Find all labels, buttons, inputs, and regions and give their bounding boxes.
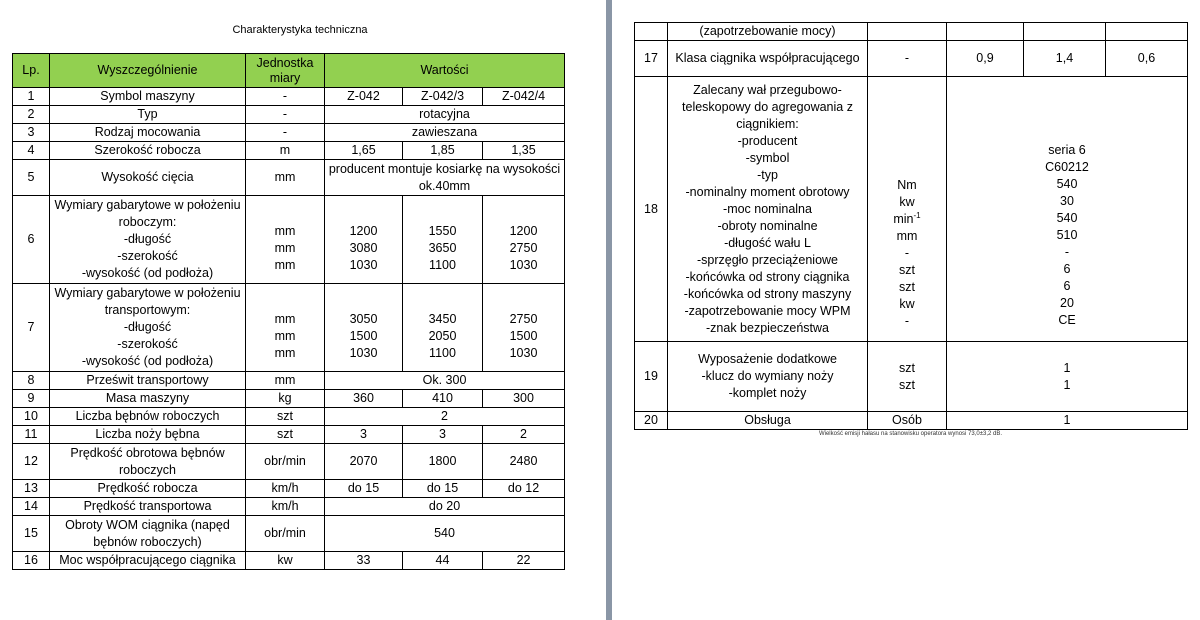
value-line: 6 bbox=[1063, 262, 1071, 276]
row-spec: Liczba bębnów roboczych bbox=[50, 408, 246, 426]
value-line: 30 bbox=[1060, 194, 1074, 208]
value-line: 2750 bbox=[509, 312, 538, 326]
header-row bbox=[13, 54, 565, 88]
spec-line: -nominalny moment obrotowy bbox=[685, 184, 850, 199]
value-z042-3: 1,85 bbox=[403, 142, 483, 160]
row-value: do 20 bbox=[325, 498, 565, 516]
table-row bbox=[13, 196, 565, 284]
row-unit: szt bbox=[246, 408, 325, 426]
noise-footnote: Wielkość emisji hałasu na stanowisku operatora wynosi 73,0±3,2 dB. bbox=[818, 431, 1003, 437]
header-lp: Lp. bbox=[13, 54, 50, 88]
unit-line: mm bbox=[274, 329, 296, 343]
value-z042 bbox=[325, 196, 403, 284]
value-z042-4 bbox=[483, 284, 565, 372]
value-z042-4: 2 bbox=[483, 426, 565, 444]
row-number: 20 bbox=[635, 412, 668, 430]
table-row bbox=[635, 23, 1188, 41]
value-z042: 360 bbox=[325, 390, 403, 408]
value-z042-4: 2480 bbox=[483, 444, 565, 480]
row-number: 9 bbox=[13, 390, 50, 408]
row-unit: - bbox=[246, 88, 325, 106]
value-line: 540 bbox=[1056, 211, 1078, 225]
row-number: 3 bbox=[13, 124, 50, 142]
table-row bbox=[13, 426, 565, 444]
value-z042: 0,9 bbox=[947, 41, 1024, 77]
row-number: 13 bbox=[13, 480, 50, 498]
spec-line: -producent bbox=[737, 133, 798, 148]
unit-line: Nm bbox=[897, 177, 917, 192]
row-spec bbox=[668, 342, 868, 412]
row-number: 11 bbox=[13, 426, 50, 444]
table-row bbox=[13, 106, 565, 124]
table-row bbox=[13, 498, 565, 516]
spec-table-part-2 bbox=[634, 22, 1188, 430]
row-number: 8 bbox=[13, 372, 50, 390]
spec-line: -znak bezpieczeństwa bbox=[706, 320, 829, 335]
row-value bbox=[947, 342, 1188, 412]
row-spec bbox=[50, 196, 246, 284]
row-spec: Prędkość obrotowa bębnów roboczych bbox=[50, 444, 246, 480]
spec-line: -długość bbox=[123, 232, 172, 246]
row-spec: Klasa ciągnika współpracującego bbox=[668, 41, 868, 77]
value-line: 1200 bbox=[349, 224, 378, 238]
value-line: 1030 bbox=[349, 258, 378, 272]
spec-line: -symbol bbox=[745, 150, 790, 165]
unit-line: mm bbox=[274, 258, 296, 272]
row-value: rotacyjna bbox=[325, 106, 565, 124]
row-value: 2 bbox=[325, 408, 565, 426]
value-z042: Z-042 bbox=[325, 88, 403, 106]
table-row bbox=[635, 41, 1188, 77]
unit-text: min bbox=[893, 211, 914, 226]
row-value: 1 bbox=[947, 412, 1188, 430]
table-row bbox=[13, 142, 565, 160]
table-row bbox=[13, 444, 565, 480]
value-z042: 2070 bbox=[325, 444, 403, 480]
row-value bbox=[947, 77, 1188, 342]
value-z042-4: do 12 bbox=[483, 480, 565, 498]
row-spec: Masa maszyny bbox=[50, 390, 246, 408]
document-title: Charakterystyka techniczna bbox=[232, 24, 368, 36]
unit-line: - bbox=[904, 245, 910, 260]
value-line: 3080 bbox=[349, 241, 378, 255]
table-row bbox=[13, 372, 565, 390]
value-z042-4 bbox=[483, 196, 565, 284]
row-number: 5 bbox=[13, 160, 50, 196]
row-spec: Obroty WOM ciągnika (napęd bębnów roboczych) bbox=[50, 516, 246, 552]
value-z042-3: Z-042/3 bbox=[403, 88, 483, 106]
spec-line: -końcówka od strony ciągnika bbox=[685, 269, 850, 284]
spec-line: -komplet noży bbox=[728, 386, 807, 400]
value-line: 6 bbox=[1063, 279, 1071, 293]
value-z042-4: Z-042/4 bbox=[483, 88, 565, 106]
row-number: 19 bbox=[635, 342, 668, 412]
value-line: 3450 bbox=[428, 312, 457, 326]
table-row bbox=[13, 284, 565, 372]
row-number bbox=[635, 23, 668, 41]
row-unit: - bbox=[868, 41, 947, 77]
row-spec: Prześwit transportowy bbox=[50, 372, 246, 390]
value-z042-3: 410 bbox=[403, 390, 483, 408]
row-unit: - bbox=[246, 106, 325, 124]
value-line: 1500 bbox=[509, 329, 538, 343]
table-row bbox=[635, 342, 1188, 412]
value-line: 1 bbox=[1063, 377, 1071, 392]
value-line: 1200 bbox=[509, 224, 538, 238]
row-spec: Prędkość robocza bbox=[50, 480, 246, 498]
value-line: 2050 bbox=[428, 329, 457, 343]
unit-line: mm bbox=[896, 228, 918, 243]
value-line: 1030 bbox=[509, 258, 538, 272]
row-spec: Moc współpracującego ciągnika bbox=[50, 552, 246, 570]
row-unit: m bbox=[246, 142, 325, 160]
row-unit: Osób bbox=[868, 412, 947, 430]
row-number: 2 bbox=[13, 106, 50, 124]
spec-line: -szerokość bbox=[117, 249, 178, 263]
header-values: Wartości bbox=[325, 54, 565, 88]
unit-line: kw bbox=[899, 296, 915, 311]
row-number: 10 bbox=[13, 408, 50, 426]
spec-line: -szerokość bbox=[117, 337, 178, 351]
value-z042-4: 22 bbox=[483, 552, 565, 570]
row-value: producent montuje kosiarkę na wysokości ok.40mm bbox=[325, 160, 565, 196]
spec-table-part-1 bbox=[12, 53, 565, 570]
row-value: 540 bbox=[325, 516, 565, 552]
row-spec: Typ bbox=[50, 106, 246, 124]
value-line: 20 bbox=[1060, 296, 1074, 310]
value-line: 2750 bbox=[509, 241, 538, 255]
value-z042-4: 0,6 bbox=[1106, 41, 1188, 77]
value-line: C60212 bbox=[1045, 160, 1089, 174]
row-unit bbox=[868, 342, 947, 412]
row-spec: Prędkość transportowa bbox=[50, 498, 246, 516]
row-unit: - bbox=[246, 124, 325, 142]
spec-line: -typ bbox=[757, 167, 778, 182]
row-spec bbox=[668, 77, 868, 342]
spec-line: -wysokość (od podłoża) bbox=[81, 266, 214, 280]
row-unit: mm bbox=[246, 372, 325, 390]
table-row bbox=[635, 77, 1188, 342]
table-row bbox=[13, 552, 565, 570]
value-z042-3 bbox=[403, 284, 483, 372]
row-unit: szt bbox=[246, 426, 325, 444]
spec-heading: Wyposażenie dodatkowe bbox=[698, 352, 837, 366]
row-spec: Szerokość robocza bbox=[50, 142, 246, 160]
row-spec: Wysokość cięcia bbox=[50, 160, 246, 196]
unit-line: kw bbox=[899, 194, 915, 209]
row-unit bbox=[868, 23, 947, 41]
row-spec: Obsługa bbox=[668, 412, 868, 430]
value-z042: 33 bbox=[325, 552, 403, 570]
right-page bbox=[612, 0, 1200, 620]
row-number: 4 bbox=[13, 142, 50, 160]
row-number: 7 bbox=[13, 284, 50, 372]
header-unit: Jednostka miary bbox=[246, 54, 325, 88]
row-spec: Rodzaj mocowania bbox=[50, 124, 246, 142]
table-row bbox=[13, 408, 565, 426]
row-unit: obr/min bbox=[246, 444, 325, 480]
spec-line: -długość bbox=[123, 320, 172, 334]
value-line: 3050 bbox=[349, 312, 378, 326]
row-number: 14 bbox=[13, 498, 50, 516]
unit-superscript: -1 bbox=[913, 210, 921, 220]
value-z042: 1,65 bbox=[325, 142, 403, 160]
row-unit: obr/min bbox=[246, 516, 325, 552]
row-spec: Symbol maszyny bbox=[50, 88, 246, 106]
row-value: zawieszana bbox=[325, 124, 565, 142]
value-z042-3: do 15 bbox=[403, 480, 483, 498]
value-z042: do 15 bbox=[325, 480, 403, 498]
row-number: 6 bbox=[13, 196, 50, 284]
table-row bbox=[13, 160, 565, 196]
value-line: 1100 bbox=[429, 258, 456, 272]
value-z042-4 bbox=[1106, 23, 1188, 41]
row-unit bbox=[868, 77, 947, 342]
header-spec: Wyszczególnienie bbox=[50, 54, 246, 88]
table-row bbox=[13, 88, 565, 106]
value-z042-3 bbox=[1024, 23, 1106, 41]
row-spec: (zapotrzebowanie mocy) bbox=[668, 23, 868, 41]
value-z042-3: 3 bbox=[403, 426, 483, 444]
spec-line: -końcówka od strony maszyny bbox=[683, 286, 852, 301]
value-line: seria 6 bbox=[1048, 143, 1086, 157]
value-line: CE bbox=[1058, 313, 1076, 327]
value-line: 1500 bbox=[349, 329, 378, 343]
value-line: 3650 bbox=[428, 241, 457, 255]
row-number: 16 bbox=[13, 552, 50, 570]
value-z042-3 bbox=[403, 196, 483, 284]
spec-line: -klucz do wymiany noży bbox=[701, 369, 834, 383]
spec-heading: Zalecany wał przegubowo-teleskopowy do agregowania z ciągnikiem: bbox=[682, 82, 853, 131]
table-row bbox=[13, 390, 565, 408]
unit-line: szt bbox=[899, 279, 915, 294]
unit-line: mm bbox=[274, 346, 296, 360]
value-line: - bbox=[1064, 245, 1070, 259]
row-unit bbox=[246, 284, 325, 372]
value-line: 1550 bbox=[428, 224, 457, 238]
unit-line: szt bbox=[899, 377, 915, 392]
row-number: 1 bbox=[13, 88, 50, 106]
value-line: 540 bbox=[1056, 177, 1078, 191]
spec-line: -wysokość (od podłoża) bbox=[81, 354, 214, 368]
row-unit: mm bbox=[246, 160, 325, 196]
unit-line: - bbox=[904, 313, 910, 328]
spec-line: -długość wału L bbox=[724, 235, 811, 250]
unit-line: szt bbox=[899, 360, 915, 375]
value-line: 1100 bbox=[429, 346, 456, 360]
spec-line: -zapotrzebowanie mocy WPM bbox=[684, 303, 851, 318]
row-number: 15 bbox=[13, 516, 50, 552]
row-number: 18 bbox=[635, 77, 668, 342]
row-number: 12 bbox=[13, 444, 50, 480]
value-line: 510 bbox=[1056, 228, 1078, 242]
table-row bbox=[13, 480, 565, 498]
row-value: Ok. 300 bbox=[325, 372, 565, 390]
row-unit: km/h bbox=[246, 480, 325, 498]
value-line: 1030 bbox=[349, 346, 378, 360]
value-z042 bbox=[325, 284, 403, 372]
unit-line: mm bbox=[274, 224, 296, 238]
row-spec: Liczba noży bębna bbox=[50, 426, 246, 444]
spec-heading: Wymiary gabarytowe w położeniu roboczym: bbox=[54, 198, 241, 229]
value-line: 1 bbox=[1063, 360, 1071, 375]
table-row bbox=[13, 516, 565, 552]
unit-line: mm bbox=[274, 241, 296, 255]
row-unit: km/h bbox=[246, 498, 325, 516]
value-line: 1030 bbox=[509, 346, 538, 360]
table-row bbox=[13, 124, 565, 142]
value-z042: 3 bbox=[325, 426, 403, 444]
value-z042-3: 1800 bbox=[403, 444, 483, 480]
spec-line: -sprzęgło przeciążeniowe bbox=[696, 252, 839, 267]
spec-heading: Wymiary gabarytowe w położeniu transportowym: bbox=[54, 286, 241, 317]
row-unit bbox=[246, 196, 325, 284]
value-z042 bbox=[947, 23, 1024, 41]
unit-line: szt bbox=[899, 262, 915, 277]
row-number: 17 bbox=[635, 41, 668, 77]
value-z042-4: 1,35 bbox=[483, 142, 565, 160]
row-unit: kw bbox=[246, 552, 325, 570]
spec-line: -obroty nominalne bbox=[717, 218, 818, 233]
table-row bbox=[635, 412, 1188, 430]
unit-line bbox=[871, 211, 943, 228]
row-spec bbox=[50, 284, 246, 372]
spec-line: -moc nominalna bbox=[723, 201, 812, 216]
value-z042-4: 300 bbox=[483, 390, 565, 408]
unit-line: mm bbox=[274, 312, 296, 326]
row-unit: kg bbox=[246, 390, 325, 408]
value-z042-3: 44 bbox=[403, 552, 483, 570]
value-z042-3: 1,4 bbox=[1024, 41, 1106, 77]
